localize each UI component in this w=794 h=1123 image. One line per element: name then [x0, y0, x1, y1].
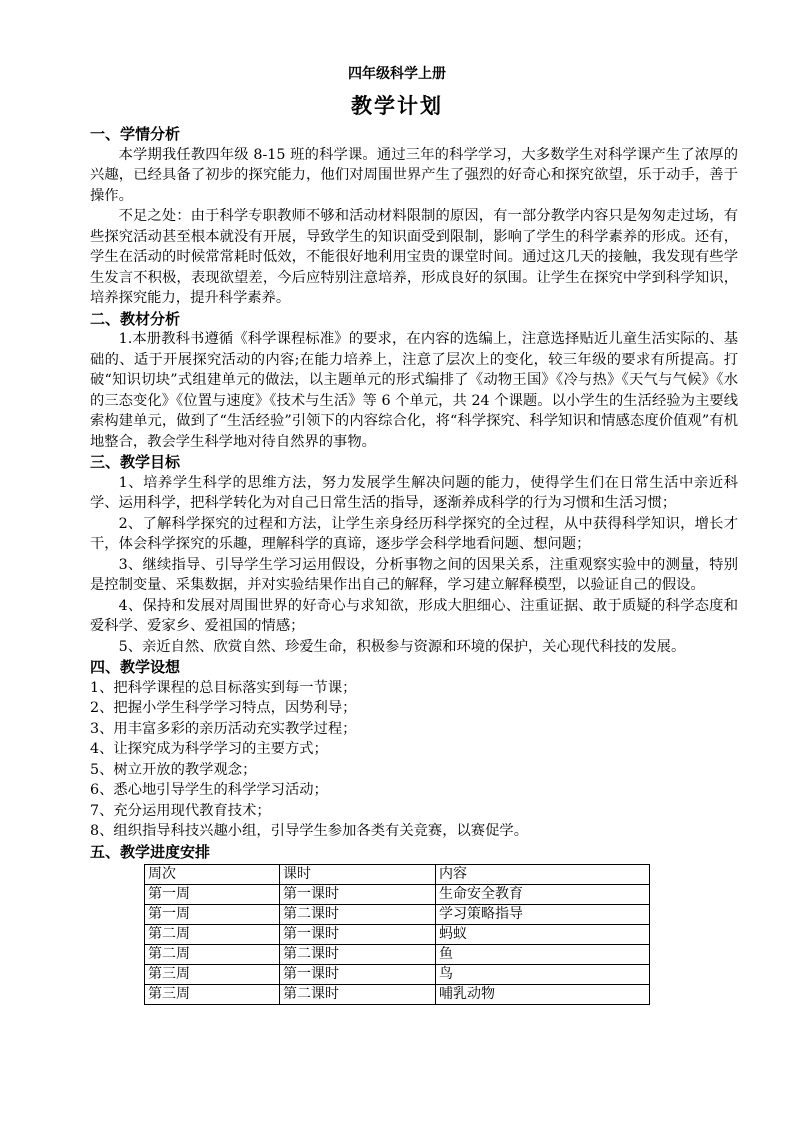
- table-row: [145, 965, 650, 985]
- table-row: [145, 945, 650, 965]
- paragraph: 不足之处：由于科学专职教师不够和活动材料限制的原因，有一部分教学内容只是匆匆走过场，有些探究活动甚至根本就没有开展，导致学生的知识面受到限制，影响了学生的科学素养的形成。还有，学生在活动的时候常常耗时低效，不能很好地利用宝贵的课堂时间。通过这几天的接触，我发现有些学生发言不积极，表现欲望差，今后应特别注意培养，形成良好的氛围。让学生在探究中学到科学知识，培养探究能力，提升科学素养。: [90, 208, 738, 306]
- cell-period: 第一课时: [280, 885, 436, 905]
- document-subtitle: 四年级科学上册: [348, 66, 446, 82]
- column-header-content: 内容: [436, 865, 650, 885]
- table-row: [145, 925, 650, 945]
- column-header-week: 周次: [145, 865, 280, 885]
- document-title: 教学计划: [351, 93, 443, 118]
- cell-content: 学习策略指导: [436, 905, 650, 925]
- idea-item: 2、把握小学生科学学习特点，因势利导；: [90, 700, 357, 716]
- cell-week: 第三周: [145, 985, 280, 1005]
- cell-content: 鸟: [436, 965, 650, 985]
- column-header-period: 课时: [280, 865, 436, 885]
- cell-week: 第二周: [145, 945, 280, 965]
- cell-content: 哺乳动物: [436, 985, 650, 1005]
- objective-item: 5、亲近自然、欣赏自然、珍爱生命，积极参与资源和环境的保护，关心现代科技的发展。: [118, 638, 686, 655]
- idea-item: 1、把科学课程的总目标落实到每一节课；: [90, 679, 357, 696]
- section-heading-1: 一、学情分析: [90, 125, 181, 143]
- table-row: [145, 885, 650, 905]
- idea-item: 6、悉心地引导学生的科学学习活动；: [90, 782, 328, 798]
- section-heading-3: 三、教学目标: [90, 453, 181, 471]
- cell-period: 第二课时: [280, 905, 436, 925]
- cell-content: 蚂蚁: [436, 925, 650, 945]
- paragraph: 本学期我任教四年级 8-15 班的科学课。通过三年的科学学习，大多数学生对科学课产生了浓厚的兴趣，已经具备了初步的探究能力，他们对周围世界产生了强烈的好奇心和探究欲望，乐于动手，善于操作。: [90, 146, 738, 204]
- cell-week: 第二周: [145, 925, 280, 945]
- cell-period: 第二课时: [280, 945, 436, 965]
- cell-week: 第一周: [145, 885, 280, 905]
- document-body: [90, 124, 738, 1005]
- idea-item: 5、树立开放的教学观念；: [90, 761, 257, 778]
- idea-item: 8、组织指导科技兴趣小组，引导学生参加各类有关竞赛，以赛促学。: [90, 823, 528, 839]
- cell-period: 第一课时: [280, 965, 436, 985]
- cell-content: 鱼: [436, 945, 650, 965]
- table-header-row: [145, 865, 650, 885]
- cell-week: 第一周: [145, 905, 280, 925]
- objective-item: 4、保持和发展对周围世界的好奇心与求知欲，形成大胆细心、注重证据、敢于质疑的科学态度和爱科学、爱家乡、爱祖国的情感；: [90, 597, 738, 634]
- section-heading-5: 五、教学进度安排: [90, 842, 211, 861]
- objective-item: 1、培养学生科学的思维方法，努力发展学生解决问题的能力，使得学生们在日常生活中亲近科学、运用科学，把科学转化为对自己日常生活的指导，逐渐养成科学的行为习惯和生活习惯；: [90, 474, 738, 511]
- paragraph: 1.本册教科书遵循《科学课程标准》的要求，在内容的选编上，注意选择贴近儿童生活实际的、基础的、适于开展探究活动的内容;在能力培养上，注意了层次上的变化，较三年级的要求有所提高。打破“知识切块”式组建单元的做法，以主题单元的形式编排了《动物王国》《冷与热》《天气与气候》《水的三态变化》《位置与速度》《技术与生活》等 6 个单元，共 24 个课题。以小学生的生活经验为主要线索构建单元，做到了“生活经验”引领下的内容综合化，将“科学探究、科学知识和情感态度价值观”有机地整合，教会学生科学地对待自然界的事物。: [90, 331, 738, 450]
- idea-item: 4、让探究成为科学学习的主要方式；: [90, 741, 328, 757]
- objective-item: 2、了解科学探究的过程和方法，让学生亲身经历科学探究的全过程，从中获得科学知识，增长才干，体会科学探究的乐趣，理解科学的真谛，逐步学会科学地看问题、想问题；: [90, 515, 738, 552]
- idea-item: 7、充分运用现代教育技术；: [90, 802, 271, 819]
- table-row: [145, 985, 650, 1005]
- cell-content: 生命安全教育: [436, 885, 650, 905]
- cell-week: 第三周: [145, 965, 280, 985]
- cell-period: 第一课时: [280, 925, 436, 945]
- table-row: [145, 905, 650, 925]
- objective-item: 3、继续指导、引导学生学习运用假设，分析事物之间的因果关系，注重观察实验中的测量，特别是控制变量、采集数据，并对实验结果作出自己的解释，学习建立解释模型，以验证自己的假设。: [90, 556, 738, 593]
- schedule-table: [144, 864, 650, 1005]
- idea-item: 3、用丰富多彩的亲历活动充实教学过程；: [90, 720, 357, 737]
- section-heading-2: 二、教材分析: [90, 309, 181, 328]
- cell-period: 第二课时: [280, 985, 436, 1005]
- section-heading-4: 四、教学设想: [90, 658, 181, 676]
